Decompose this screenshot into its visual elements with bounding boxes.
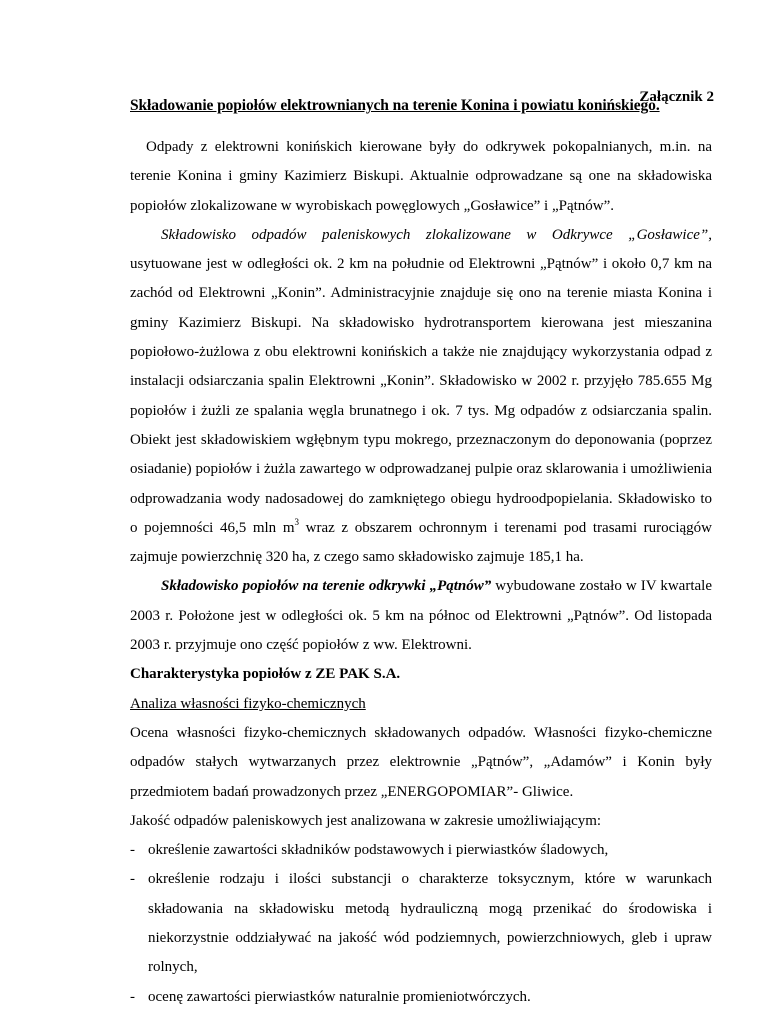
paragraph-patnow: [130, 572, 712, 660]
section-heading: Charakterystyka popiołów z ZE PAK S.A.: [130, 666, 401, 683]
list-dash: -: [130, 988, 135, 1005]
document-title: Składowanie popiołów elektrownianych na terenie Konina i powiatu konińskiego.: [130, 97, 660, 114]
annex-label: Załącznik 2: [639, 89, 714, 105]
patnow-text: wybudowane zostało w IV kwartale 2003 r. Położone jest w odległości ok. 5 km na północ od Elektrowni „Pątnów”. Od listopada 2003 r. przyjmuje ono część popiołów z ww. Elektrowni.: [130, 578, 712, 654]
goslawice-tail: wraz z obszarem ochronnym i terenami pod trasami rurociągów zajmuje powierzchnię 320 ha, z czego samo składowisko zajmuje 185,1 ha.: [130, 519, 712, 566]
paragraph-goslawice: [130, 221, 712, 573]
list-item-text: określenie rodzaju i ilości substancji o charakterze toksycznym, które w warunkach składowania na składowisku metodą hydrauliczną mogą przenikać do środowiska i niekorzystnie oddziaływać na jakość wód podziemnych, powierzchniowych, gleb i upraw rolnych,: [148, 871, 712, 976]
analysis-list: [130, 836, 712, 1012]
paragraph-assessment: Ocena własności fizyko-chemicznych składowanych odpadów. Własności fizyko-chemiczne odpadów stałych wytwarzanych przez elektrownie „Pątnów”, „Adamów” i Konin były przedmiotem badań prowadzonych przez „ENERGOPOMIAR”- Gliwice.: [130, 724, 712, 800]
list-item: [130, 983, 712, 1012]
document-body: [130, 133, 712, 1012]
cubic-superscript: 3: [294, 516, 299, 527]
goslawice-text: , usytuowane jest w odległości ok. 2 km na południe od Elektrowni „Pątnów” i około 0,7 km na zachód od Elektrowni „Konin”. Administracyjnie znajduje się ono na terenie miasta Konina i gminy Kazimierz Biskupi. Na składowisko hydrotransportem kierowana jest mieszanina popiołowo-żużlowa z obu elektrowni konińskich a także nie znajdujący wykorzystania odpad z instalacji odsiarczania spalin Elektrowni „Konin”. Składowisko w 2002 r. przyjęło 785.655 Mg popiołów i żużli ze spalania węgla brunatnego i ok. 7 tys. Mg odpadów z odsiarczania spalin. Obiekt jest składowiskiem wgłębnym typu mokrego, przeznaczonym do deponowania (poprzez osiadanie) popiołów i żużla zawartego w odprowadzanej pulpie oraz sklarowania i umożliwienia odprowadzania wody nadosadowej do zamkniętego obiegu hydroodpopielania. Składowisko to o pojemności 46,5 mln m: [130, 226, 712, 536]
paragraph-intro: Odpady z elektrowni konińskich kierowane były do odkrywek pokopalnianych, m.in. na terenie Konina i gminy Kazimierz Biskupi. Aktualnie odprowadzane są one na składowiska popiołów zlokalizowane w wyrobiskach powęglowych „Gosławice” i „Pątnów”.: [130, 139, 712, 214]
list-dash: -: [130, 871, 135, 888]
paragraph-quality: Jakość odpadów paleniskowych jest analizowana w zakresie umożliwiającym:: [130, 812, 602, 829]
goslawice-lead: Składowisko odpadów paleniskowych zlokalizowane w Odkrywce „Gosławice”: [161, 226, 709, 243]
list-item: [130, 865, 712, 982]
list-item: [130, 836, 712, 865]
section-subheading: Analiza własności fizyko-chemicznych: [130, 695, 366, 712]
list-dash: -: [130, 842, 135, 859]
patnow-lead: Składowisko popiołów na terenie odkrywki „Pątnów”: [161, 578, 492, 595]
list-item-text: określenie zawartości składników podstawowych i pierwiastków śladowych,: [148, 842, 609, 859]
list-item-text: ocenę zawartości pierwiastków naturalnie promieniotwórczych.: [148, 988, 531, 1005]
